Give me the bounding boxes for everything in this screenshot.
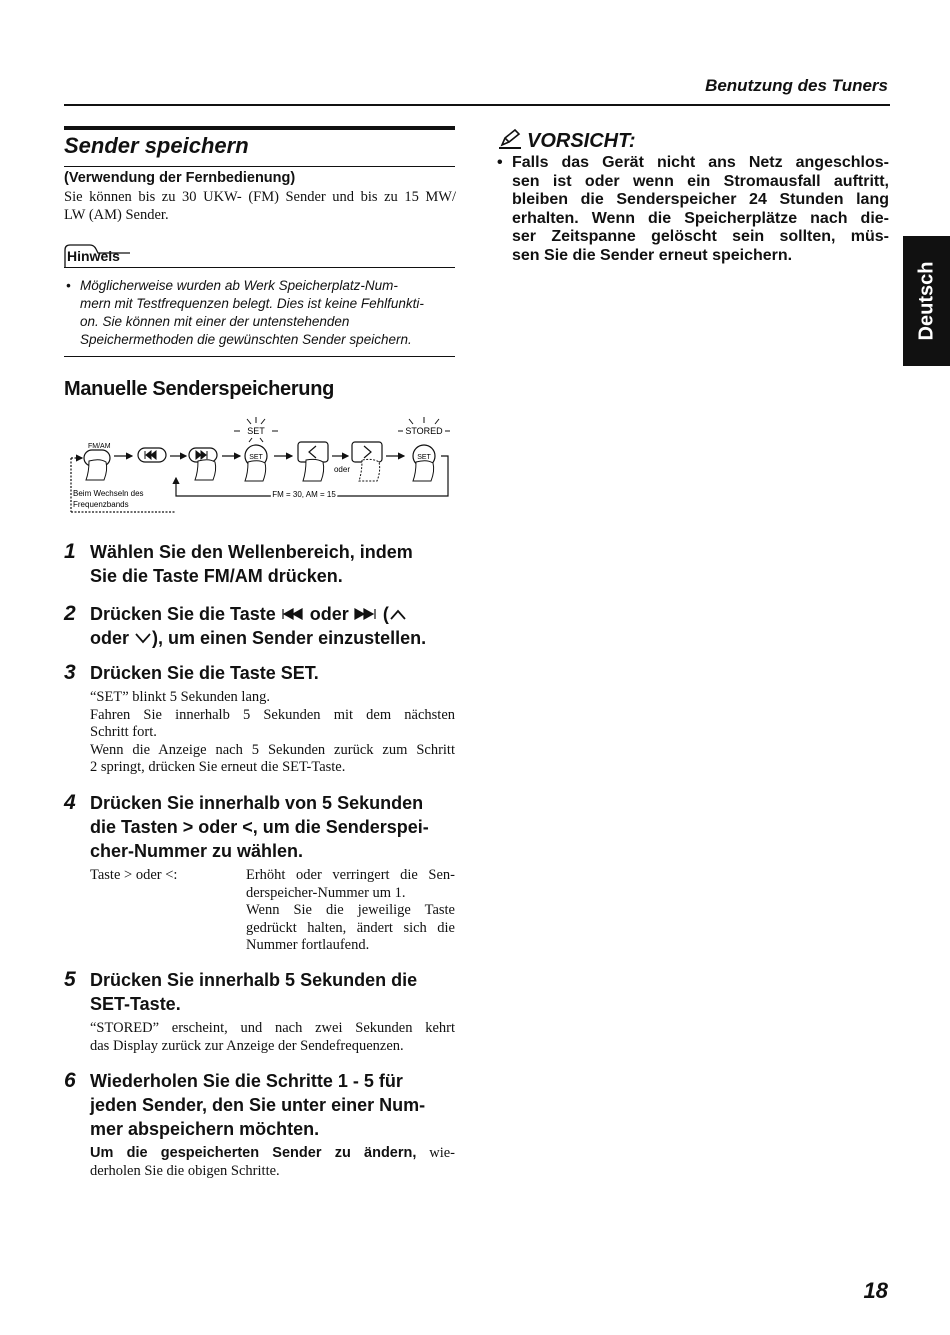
step-title-line: Drücken Sie die Taste SET. [90,663,319,683]
step-definition-line: Wenn Sie die jeweilige Taste [246,902,455,918]
step-body-line: Wenn die Anzeige nach 5 Sekunden zurück zum Schritt [90,741,455,758]
caution-heading-text: VORSICHT: [527,130,636,152]
step-title [90,661,319,685]
note-rule-top [64,267,455,268]
step-title-line: Drücken Sie innerhalb 5 Sekunden die [90,970,418,990]
note-text [64,277,456,349]
step-body-line: Schritt fort. [90,724,157,740]
step-title-line: Drücken Sie innerhalb von 5 Sekunden [90,793,424,813]
section-subtitle: (Verwendung der Fernbedienung) [64,170,296,186]
chevron-up-icon [389,608,407,620]
language-tab [903,236,950,366]
skip-forward-icon [354,608,378,620]
finger-icon [303,459,324,481]
band-change-note-line: Beim Wechseln des [73,489,144,498]
note-line: mern mit Testfrequenzen belegt. Dies ist keine Fehlfunkti- [80,296,424,311]
caution-line: Falls das Gerät nicht ans Netz angeschlos- [512,154,889,171]
step-number: 4 [64,791,76,814]
section-rule-top [64,126,455,130]
step-body-line: 2 springt, drücken Sie erneut die SET-Taste. [90,759,346,775]
step-title-line: SET-Taste. [90,994,181,1014]
step-definition-line: Nummer fortlaufend. [246,937,370,953]
step-definition-line: gedrückt halten, ändert sich die [246,919,455,936]
step-body [90,1020,455,1055]
manual-storing-heading: Manuelle Senderspeicherung [64,378,335,400]
step-title [90,968,417,1016]
step-body-line: “SET” blinkt 5 Sekunden lang. [90,689,271,705]
step-title-text: ( [382,604,389,624]
step-term: Taste > oder <: [90,867,178,883]
section-body [64,188,456,224]
running-header: Benutzung des Tuners [705,76,888,95]
section-rule-bottom [64,166,455,167]
caution-pencil-icon [497,128,523,150]
finger-icon [195,460,216,480]
step-number: 3 [64,661,76,684]
step-number: 6 [64,1069,76,1092]
step-title-text: Drücken Sie die Taste [90,604,276,624]
oder-label: oder [333,465,351,474]
step-title-line: cher-Nummer zu wählen. [90,841,304,861]
caution-line: erhalten. Wenn die Speicherplätze nach die- [512,209,889,227]
caution-line: bleiben die Senderspeicher 24 Stunden lang [512,191,889,208]
step-body-text: wie- [416,1145,455,1161]
finger-icon [413,461,434,481]
note-line: Speichermethoden die gewünschten Sender speichern. [80,332,412,347]
set-button-label: SET [249,454,263,461]
caution-line: ser Zeitspanne gelöscht sein sollten, müs- [512,228,889,245]
step-title-line: Wählen Sie den Wellenbereich, indem [90,542,413,562]
note-label-text: Hinweis [67,248,120,264]
caution-bullet: • [497,154,503,171]
language-tab-label: Deutsch [915,261,937,341]
stored-display-label: STORED [405,426,443,436]
finger-icon [86,460,107,480]
band-change-note-line: Frequenzbands [73,500,129,509]
section-title: Sender speichern [64,133,249,158]
step-title [90,602,460,650]
step-title-text: ), um einen Sender einzustellen. [152,628,427,648]
step-title-line: die Tasten > oder <, um die Senderspei- [90,817,429,837]
step-title [90,1069,425,1141]
note-line: Möglicherweise wurden ab Werk Speicherplatz-Num- [80,278,398,293]
step-body-line: das Display zurück zur Anzeige der Sendefrequenzen. [90,1037,404,1054]
step-definition-line: Erhöht oder verringert die Sen- [246,867,455,883]
step-body-line: “STORED” erscheint, und nach zwei Sekunden kehrt [90,1020,455,1036]
section-body-line: Sie können bis zu 30 UKW- (FM) Sender und bis zu 15 MW/ [64,189,456,205]
step-body [90,689,455,777]
step-title-text: oder [309,604,349,624]
step-body-bold: Um die gespeicherten Sender zu ändern, [90,1145,417,1161]
note-line: on. Sie können mit einer der untenstehenden [80,314,350,329]
fmam-label: FM/AM [88,443,111,450]
step-title-line: Sie die Taste FM/AM drücken. [90,566,343,586]
step-title-text: oder [90,628,130,648]
step-definition [246,867,455,955]
header-rule [64,104,890,106]
note-label [64,244,134,268]
finger-icon-dashed [359,459,380,481]
step-number: 1 [64,540,76,563]
step-title [90,791,429,863]
step-body-line: Fahren Sie innerhalb 5 Sekunden mit dem nächsten [90,706,455,723]
section-body-line: LW (AM) Sender. [64,207,169,223]
step-definition-line: derspeicher-Nummer um 1. [246,884,406,901]
storing-procedure-diagram [62,414,457,516]
finger-icon [245,461,266,481]
note-bullet: • [66,278,71,293]
caution-line: sen Sie die Sender erneut speichern. [512,246,793,264]
stored-set-button-label: SET [417,454,431,461]
set-display-label: SET [247,426,265,436]
caution-heading [497,128,636,153]
step-title-line: mer abspeichern möchten. [90,1119,320,1139]
step-number: 5 [64,968,76,991]
range-note: FM = 30, AM = 15 [272,490,336,499]
caution-body [497,154,889,265]
chevron-down-icon [134,632,152,644]
page-number: 18 [863,1278,888,1303]
skip-back-icon [281,608,305,620]
caution-line: sen ist oder wenn ein Stromausfall auftritt, [512,172,889,190]
step-body [90,1145,455,1180]
step-number: 2 [64,602,76,625]
step-title [90,540,413,588]
step-title-line: jeden Sender, den Sie unter einer Num- [90,1095,426,1115]
step-title-line: Wiederholen Sie die Schritte 1 - 5 für [90,1071,403,1091]
note-rule-bottom [64,356,455,357]
step-body-line: derholen Sie die obigen Schritte. [90,1162,280,1179]
